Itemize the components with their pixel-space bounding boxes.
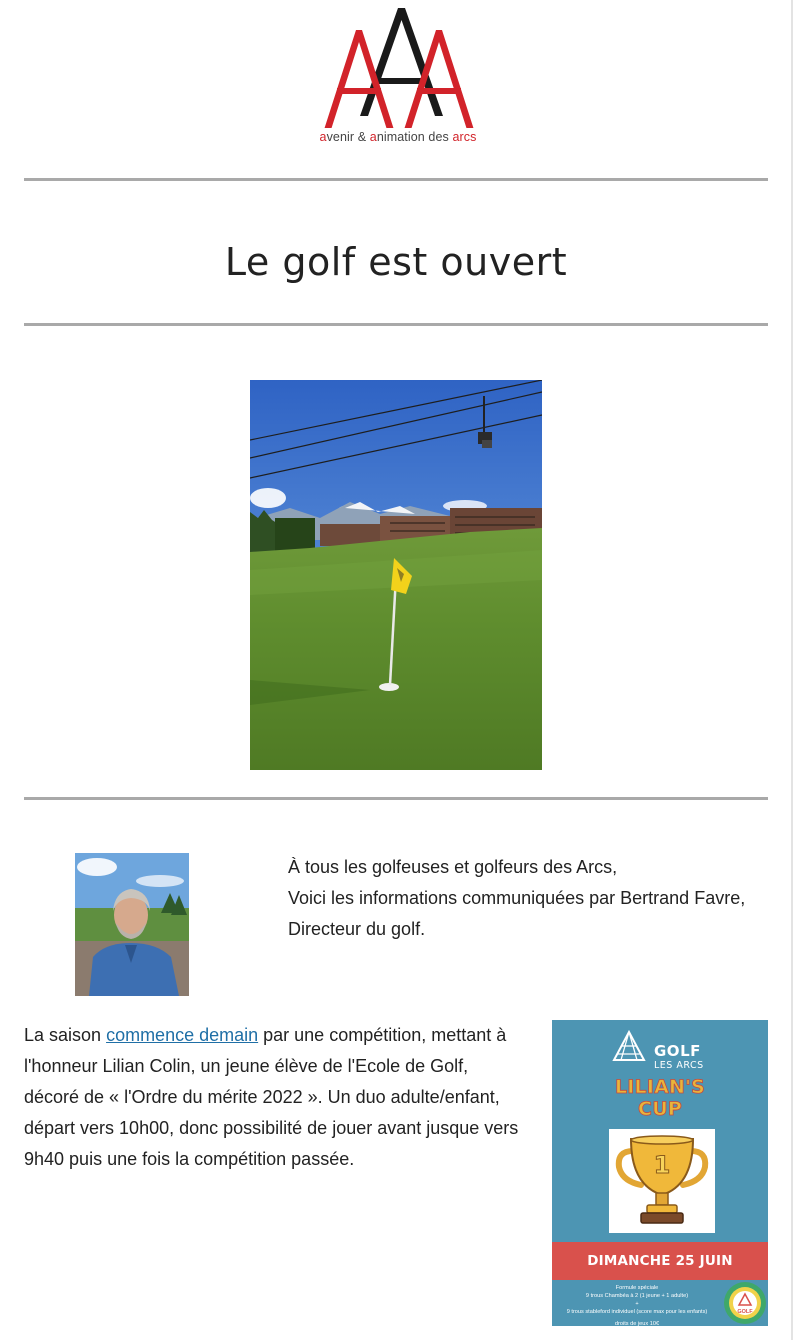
trophy-cup-icon	[609, 1129, 715, 1233]
poster-title: LILIAN'S CUP	[614, 1076, 706, 1120]
aaa-logo[interactable]	[312, 6, 484, 148]
poster-date-banner: DIMANCHE 25 JUIN	[552, 1242, 768, 1280]
golf-course-photo	[250, 380, 542, 770]
aaa-logo-mark	[312, 6, 484, 128]
article-body	[24, 1020, 524, 1175]
divider-title	[24, 323, 768, 326]
cup-number: 1	[653, 1151, 671, 1179]
director-portrait	[75, 853, 189, 996]
golf-triangle-icon	[612, 1030, 646, 1064]
lilians-cup-poster[interactable]	[552, 1020, 768, 1326]
logo-caption: avenir & animation des arcs	[319, 130, 477, 144]
ecole-de-golf-badge-icon	[723, 1281, 767, 1325]
article-title: Le golf est ouvert	[224, 240, 568, 284]
divider-top	[24, 178, 768, 181]
body-paragraph: La saison commence demain par une compétition, mettant à l'honneur Lilian Colin, un jeune élève de l'Ecole de Golf, décoré de « l'Ordre du mérite 2022 ». Un duo adulte/enfant, départ vers 10h00, donc possibilité de jouer avant jusque vers 9h40 puis une fois la compétition passée.	[24, 1025, 519, 1169]
intro-text	[288, 852, 748, 945]
intro-info: Voici les informations communiquées par Bertrand Favre, Directeur du golf.	[288, 888, 746, 939]
commence-demain-link[interactable]: commence demain	[106, 1025, 259, 1045]
poster-details: Formule spéciale 9 trous Chambéa à 2 (1 jeune + 1 adulte) + 9 trous stableford individuel (score max pour les enfants) droits de jeux 10€	[566, 1285, 708, 1326]
svg-text:GOLF: GOLF	[737, 1309, 753, 1315]
divider-photo	[24, 797, 768, 800]
golf-les-arcs-logo: GOLF LES ARCS	[612, 1030, 722, 1066]
intro-greeting: À tous les golfeuses et golfeurs des Arcs,	[288, 857, 618, 877]
